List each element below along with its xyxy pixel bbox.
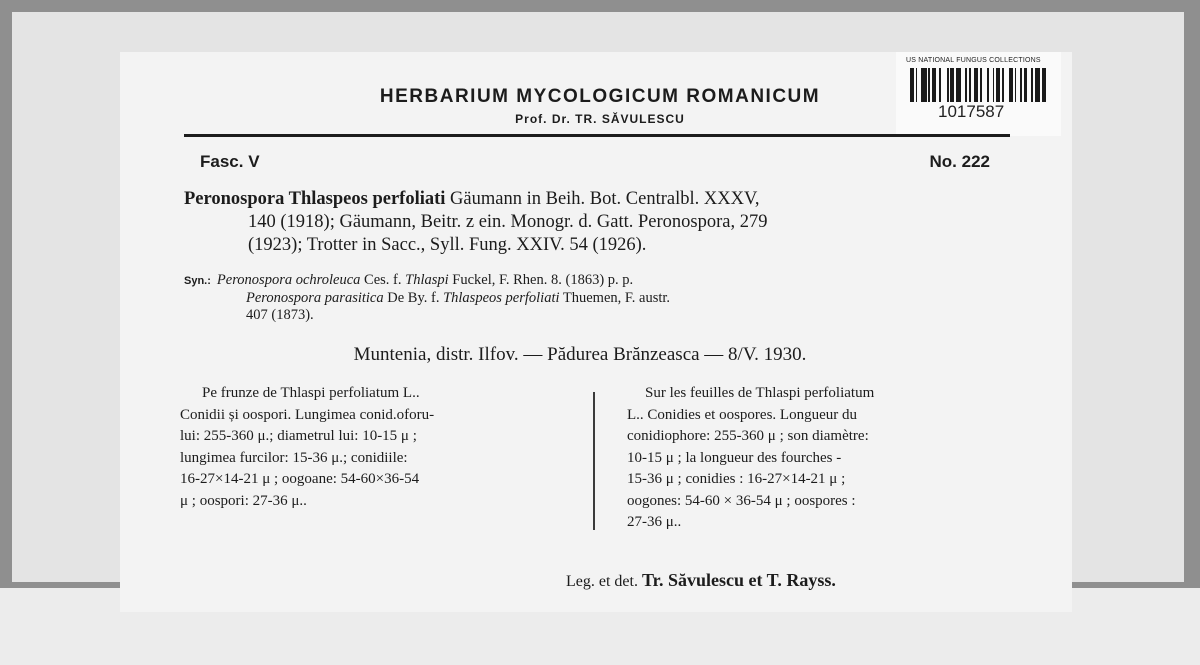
synonym-1-name: Peronospora ochroleuca: [216, 272, 361, 288]
fascicle: Fasc. V: [200, 152, 260, 171]
french-line: 27-36 μ..: [627, 514, 682, 530]
romanian-line: Pe frunze de Thlaspi perfoliatum L..: [202, 385, 420, 401]
synonym-2-line3: 407 (1873).: [246, 307, 314, 323]
species-citation-line3: (1923); Trotter in Sacc., Syll. Fung. XXIV. 54 (1926).: [248, 235, 647, 255]
description-romanian: [180, 383, 572, 512]
synonym-1-host: Thlaspi: [405, 272, 449, 288]
collector-line: [566, 570, 836, 591]
synonym-2-rest: Thuemen, F. austr.: [559, 290, 671, 306]
synonyms-label: Syn.:: [184, 275, 211, 287]
species-citation-line2: 140 (1918); Gäumann, Beitr. z ein. Monogr. d. Gatt. Peronospora, 279: [248, 212, 768, 232]
specimen-number: No. 222: [929, 152, 990, 171]
romanian-line: 16-27×14-21 μ ; oogoane: 54-60×36-54: [180, 471, 420, 487]
french-line: 15-36 μ ; conidies : 16-27×14-21 μ ;: [627, 471, 846, 487]
french-line: Sur les feuilles de Thlaspi perfoliatum: [645, 385, 875, 401]
herbarium-subtitle: Prof. Dr. TR. SĂVULESCU: [515, 112, 685, 126]
synonym-1-mid: Ces. f.: [360, 272, 406, 288]
synonym-2-name: Peronospora parasitica: [246, 290, 384, 306]
synonym-2-mid: De By. f.: [383, 290, 444, 306]
collector-names: Tr. Săvulescu et T. Rayss.: [641, 570, 836, 590]
title-rule: [184, 134, 1010, 137]
barcode-header: US NATIONAL FUNGUS COLLECTIONS: [906, 57, 1041, 64]
romanian-line: lui: 255-360 μ.; diametrul lui: 10-15 μ ;: [180, 428, 417, 444]
romanian-line: lungimea furcilor: 15-36 μ.; conidiile:: [180, 449, 408, 466]
description-french: [627, 383, 1010, 534]
french-line: oogones: 54-60 × 36-54 μ ; oospores :: [627, 492, 856, 509]
romanian-line: Conidii și oospori. Lungimea conid.oforu-: [180, 406, 435, 423]
romanian-line: μ ; oospori: 27-36 μ..: [180, 492, 307, 509]
column-divider: [593, 392, 595, 530]
barcode-number: 1017587: [938, 102, 1005, 121]
french-line: 10-15 μ ; la longueur des fourches -: [627, 449, 842, 466]
french-line: conidiophore: 255-360 μ ; son diamètre:: [627, 428, 869, 444]
synonym-2-host: Thlaspeos perfoliati: [443, 290, 560, 306]
locality: Muntenia, distr. Ilfov. — Pădurea Brănzeasca — 8/V. 1930.: [353, 344, 807, 365]
collector-prefix: Leg. et det.: [566, 573, 642, 590]
species-citation: [184, 188, 1014, 257]
synonyms: [184, 272, 1014, 324]
species-citation-line1: Gäumann in Beih. Bot. Centralbl. XXXV,: [445, 189, 760, 209]
synonym-1-rest: Fuckel, F. Rhen. 8. (1863) p. p.: [448, 272, 634, 288]
french-line: L.. Conidies et oospores. Longueur du: [627, 406, 857, 423]
herbarium-title: HERBARIUM MYCOLOGICUM ROMANICUM: [379, 86, 821, 107]
species-name: Peronospora Thlaspeos perfoliati: [184, 189, 446, 209]
